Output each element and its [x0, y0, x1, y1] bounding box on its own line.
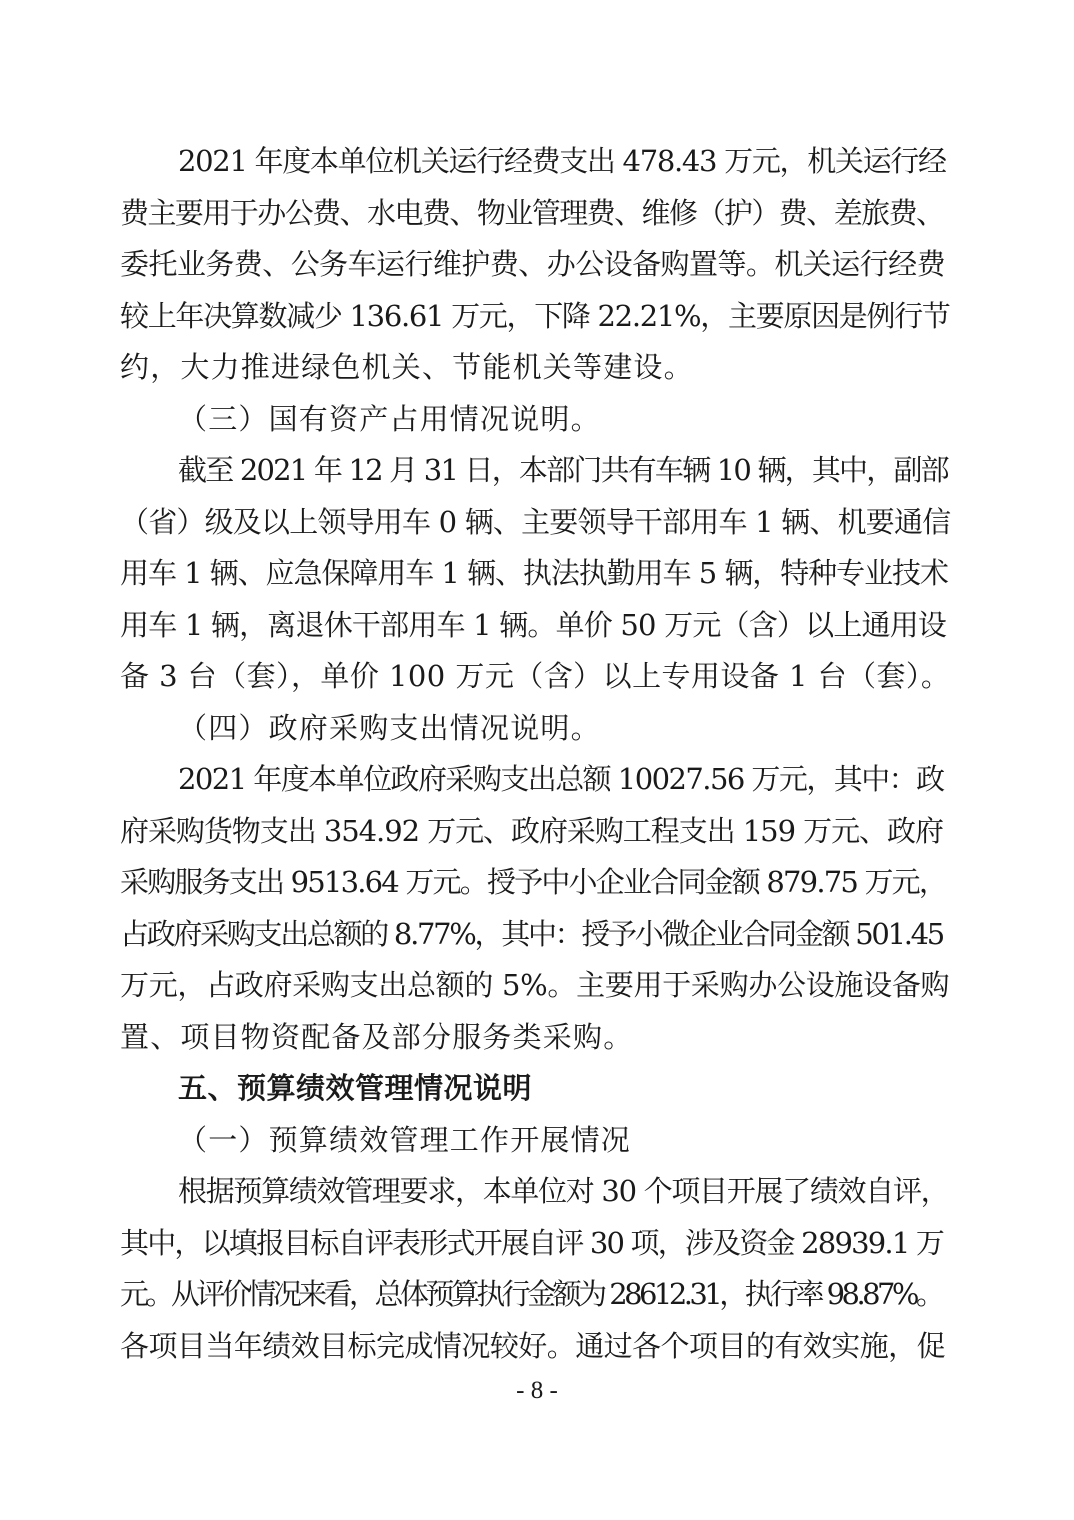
text-line: 占政府采购支出总额的 8.77%，其中：授予小微企业合同金额 501.45	[120, 916, 943, 951]
text-line: （三）国有资产占用情况说明。	[178, 401, 601, 436]
text-line: 元。从评价情况来看，总体预算执行金额为 28612.31，执行率 98.87%。	[120, 1277, 942, 1311]
document-body	[120, 136, 950, 1372]
text-line: 其中，以填报目标自评表形式开展自评 30 项，涉及资金 28939.1 万	[120, 1225, 944, 1260]
text-line: 费主要用于办公费、水电费、物业管理费、维修（护）费、差旅费、	[120, 195, 944, 230]
text-line: （四）政府采购支出情况说明。	[178, 710, 601, 745]
text-line: （省）级及以上领导用车 0 辆、主要领导干部用车 1 辆、机要通信	[120, 504, 951, 539]
text-line: 委托业务费、公务车运行维护费、办公设备购置等。机关运行经费	[120, 247, 946, 281]
text-line: 根据预算绩效管理要求，本单位对 30 个项目开展了绩效自评，	[178, 1174, 949, 1208]
text-line: 府采购货物支出 354.92 万元、政府采购工程支出 159 万元、政府	[120, 813, 943, 848]
text-line: （一）预算绩效管理工作开展情况	[178, 1122, 632, 1157]
section-heading: 五、预算绩效管理情况说明	[178, 1071, 533, 1105]
text-line: 用车 1 辆，离退休干部用车 1 辆。单价 50 万元（含）以上通用设	[120, 607, 947, 642]
text-line: 备 3 台（套），单价 100 万元（含）以上专用设备 1 台（套）。	[120, 659, 951, 693]
text-line: 截至 2021 年 12 月 31 日，本部门共有车辆 10 辆，其中，副部	[178, 453, 948, 487]
text-line: 较上年决算数减少 136.61 万元，下降 22.21%，主要原因是例行节	[120, 298, 950, 333]
text-line: 用车 1 辆、应急保障用车 1 辆、执法执勤用车 5 辆，特种专业技术	[120, 556, 948, 590]
text-line: 置、项目物资配备及部分服务类采购。	[120, 1019, 634, 1054]
text-line: 万元，占政府采购支出总额的 5%。主要用于采购办公设施设备购	[120, 968, 950, 1002]
text-line: 2021 年度本单位机关运行经费支出 478.43 万元，机关运行经	[178, 144, 946, 178]
text-line: 各项目当年绩效目标完成情况较好。通过各个项目的有效实施，促	[120, 1328, 946, 1363]
page-number: - 8 -	[516, 1377, 558, 1404]
text-line: 2021 年度本单位政府采购支出总额 10027.56 万元，其中：政	[178, 762, 944, 796]
text-line: 约，大力推进绿色机关、节能机关等建设。	[120, 350, 694, 384]
text-line: 采购服务支出 9513.64 万元。授予中小企业合同金额 879.75 万元，	[120, 865, 947, 899]
